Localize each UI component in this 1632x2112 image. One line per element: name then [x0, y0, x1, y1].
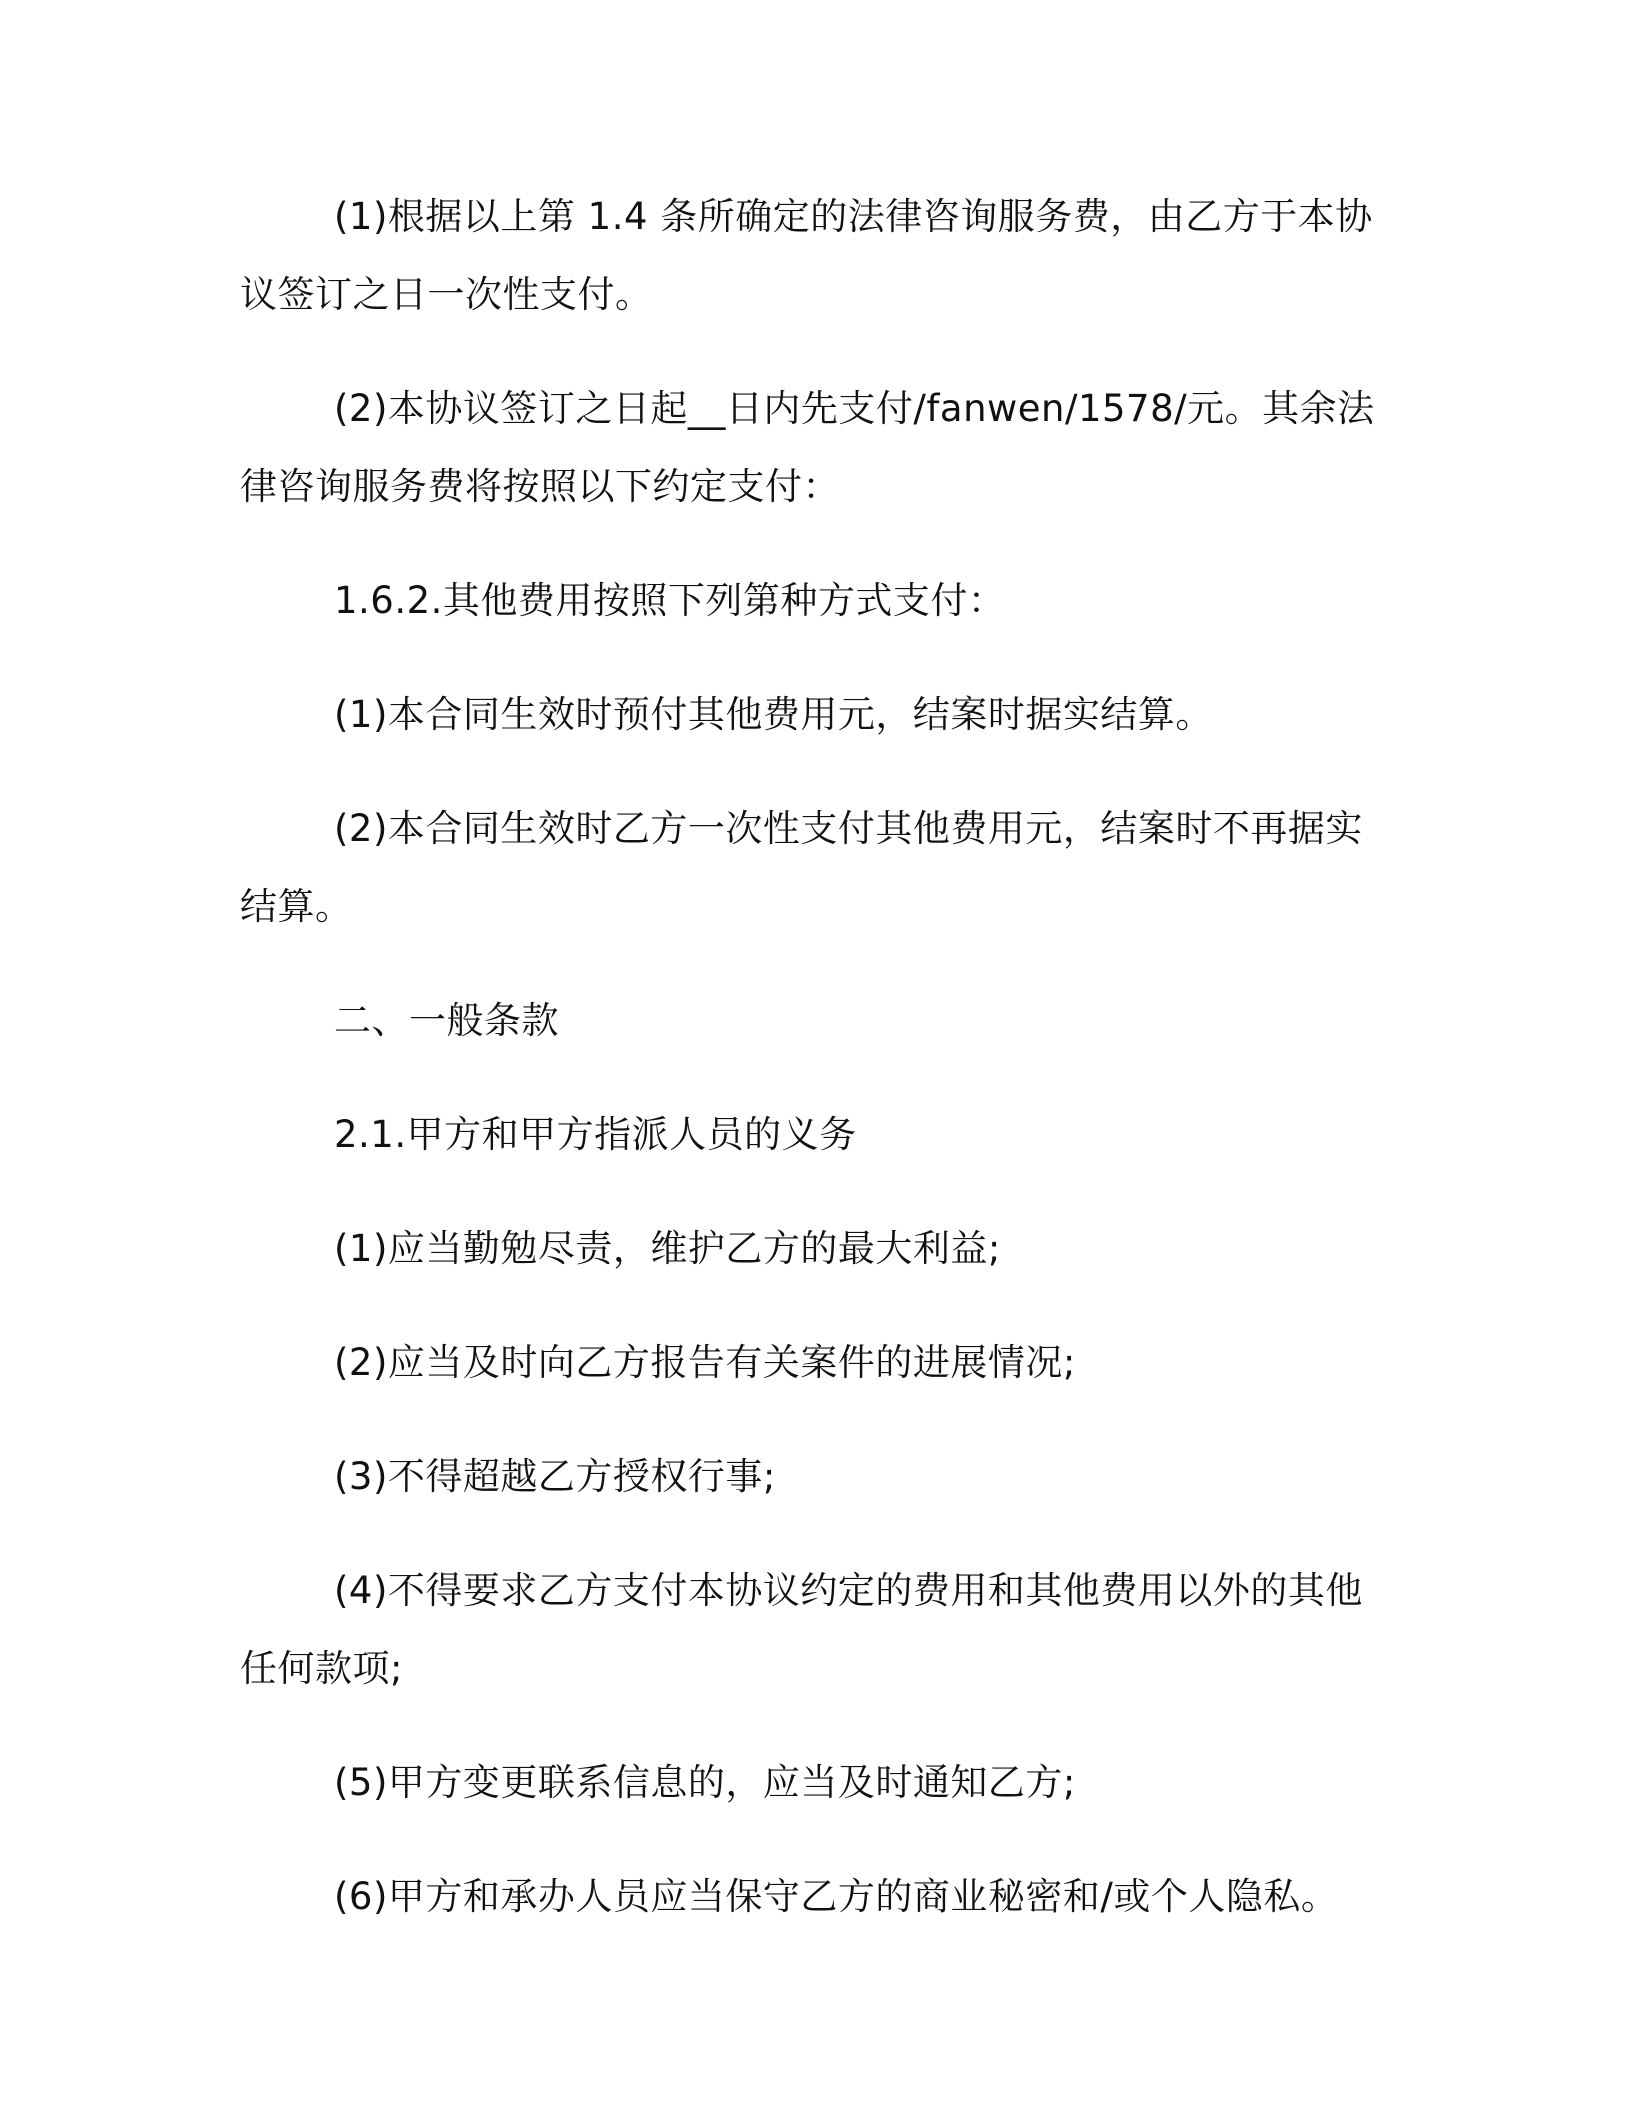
paragraph-fee-payment-2: (2)本协议签订之日起__日内先支付/fanwen/1578/元。其余法律咨询服务费将按照以下约定支付：: [240, 387, 1375, 508]
obligation-item-5: (5)甲方变更联系信息的，应当及时通知乙方;: [334, 1761, 1076, 1804]
paragraph-other-fees-heading: 1.6.2.其他费用按照下列第种方式支付：: [334, 579, 1006, 622]
section-heading-general-terms: 二、一般条款: [334, 999, 559, 1042]
document-body: [240, 178, 1390, 1972]
obligation-item-3: (3)不得超越乙方授权行事;: [334, 1455, 776, 1498]
obligation-item-2: (2)应当及时向乙方报告有关案件的进展情况;: [334, 1341, 1076, 1384]
obligation-item-4: (4)不得要求乙方支付本协议约定的费用和其他费用以外的其他任何款项;: [240, 1569, 1363, 1690]
paragraph-other-fees-1: (1)本合同生效时预付其他费用元，结案时据实结算。: [334, 693, 1213, 736]
obligation-item-6: (6)甲方和承办人员应当保守乙方的商业秘密和/或个人隐私。: [334, 1875, 1339, 1918]
paragraph-other-fees-2: (2)本合同生效时乙方一次性支付其他费用元，结案时不再据实结算。: [240, 807, 1363, 928]
subsection-heading-obligations: 2.1.甲方和甲方指派人员的义务: [334, 1113, 857, 1156]
obligation-item-1: (1)应当勤勉尽责，维护乙方的最大利益;: [334, 1227, 1001, 1270]
paragraph-fee-payment-1: (1)根据以上第 1.4 条所确定的法律咨询服务费，由乙方于本协议签订之日一次性支付。: [240, 195, 1373, 316]
